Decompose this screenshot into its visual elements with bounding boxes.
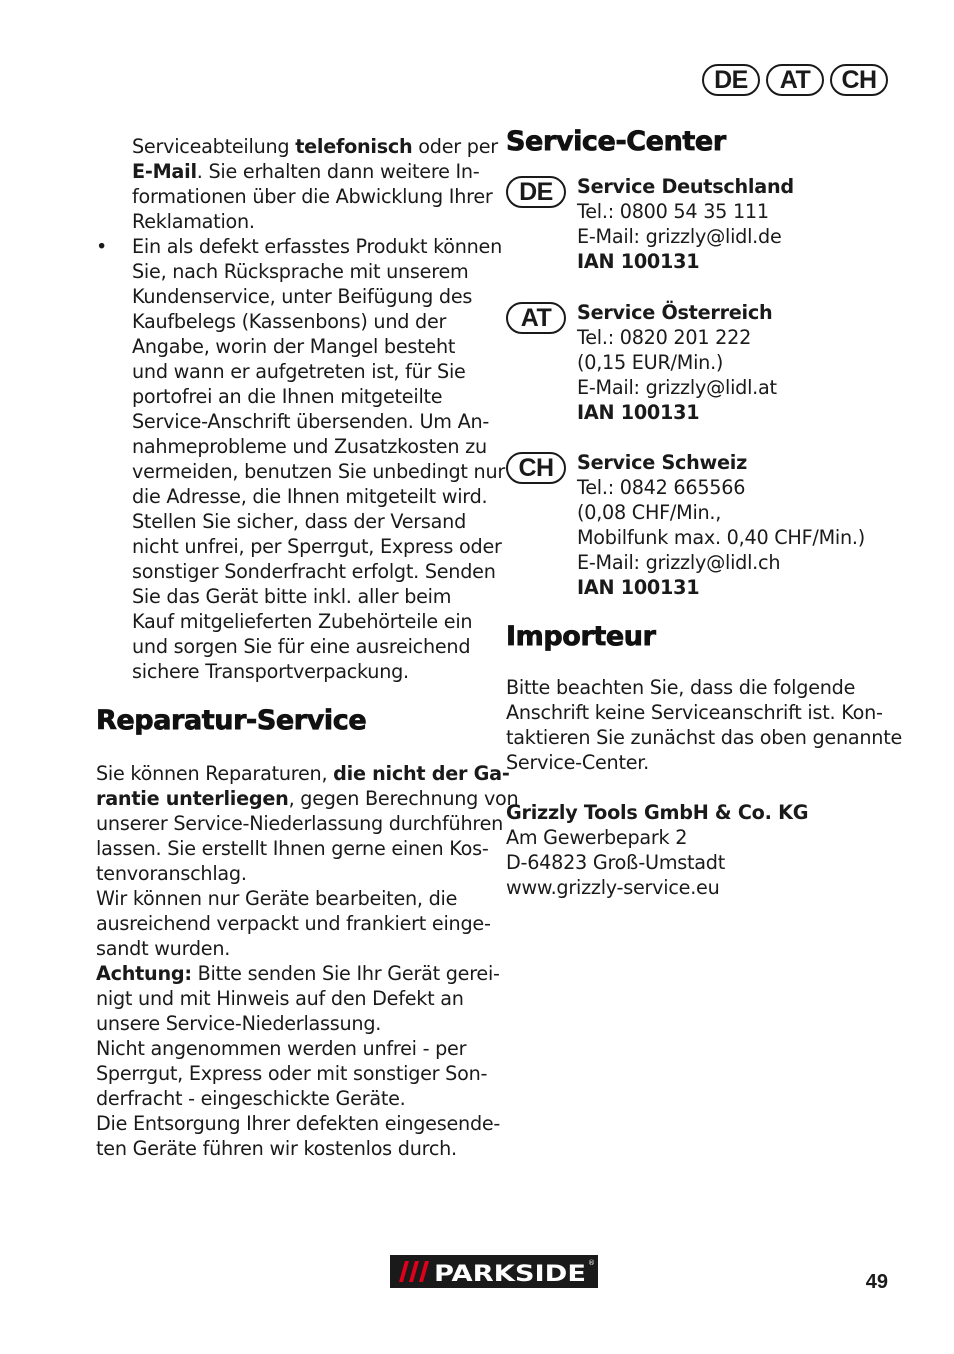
text-line: vermeiden, benutzen Sie unbedingt nur [132,460,506,483]
text-line: Ein als defekt erfasstes Produkt können [132,235,503,258]
parkside-logo [390,1255,598,1288]
text-line: Serviceabteilung telefonisch oder per [132,135,498,158]
text-line: rantie unterliegen, gegen Berechnung von [96,787,519,810]
service-block-de [506,174,916,274]
text-line: Wir können nur Geräte bearbeiten, die [96,887,458,910]
text-line: E-Mail: grizzly@lidl.at [577,376,777,399]
text-line: Sie, nach Rücksprache mit unserem [132,260,469,283]
text-line: Reklamation. [132,210,255,233]
page-number: 49 [865,1271,888,1293]
right-column [506,126,916,900]
service-name: Service Schweiz [577,451,748,474]
text-line: E-Mail: grizzly@lidl.de [577,225,782,248]
address-line: D-64823 Groß-Umstadt [506,851,725,874]
website-link[interactable]: www.grizzly-service.eu [506,876,720,899]
text-line: lassen. Sie erstellt Ihnen gerne einen Kos- [96,837,489,860]
text-line: unserer Service-Niederlassung durchführen [96,812,504,835]
text-line: ten Geräte führen wir kostenlos durch. [96,1137,457,1160]
address-line: Am Gewerbepark 2 [506,826,688,849]
continuation-paragraph [96,134,496,234]
importeur-paragraph [506,675,916,775]
text-line: portofrei an die Ihnen mitgeteilte [132,385,443,408]
section-title-service-center: Service-Center [506,126,726,157]
bullet-mark: • [96,235,108,258]
text-line: Kundenservice, unter Beifügung des [132,285,473,308]
text-line: Kauf mitgelieferten Zubehörteile ein [132,610,473,633]
country-badge-at: AT [766,64,824,96]
text-line: sichere Transportverpackung. [132,660,409,683]
text-line: E-Mail. Sie erhalten dann weitere In- [132,160,480,183]
service-block-at [506,300,916,425]
section-title-importeur: Importeur [506,621,656,652]
service-block-ch [506,450,916,600]
country-badges [702,64,888,96]
text-line: (0,08 CHF/Min., [577,501,722,524]
country-badge-at: AT [506,302,566,334]
text-line: sonstiger Sonderfracht erfolgt. Senden [132,560,496,583]
text-line: Bitte beachten Sie, dass die folgende [506,676,856,699]
text-line: Mobilfunk max. 0,40 CHF/Min.) [577,526,865,549]
text-line: Anschrift keine Serviceanschrift ist. Kon- [506,701,883,724]
brand-text: PARKSIDE [434,1262,586,1287]
text-line: sandt wurden. [96,937,231,960]
text-line: Kaufbelegs (Kassenbons) und der [132,310,447,333]
text-line: Stellen Sie sicher, dass der Versand [132,510,467,533]
text-line: die Adresse, die Ihnen mitgeteilt wird. [132,485,488,508]
text-line: Sie das Gerät bitte inkl. aller beim [132,585,452,608]
text-line: nigt und mit Hinweis auf den Defekt an [96,987,464,1010]
text-line: formationen über die Abwicklung Ihrer [132,185,493,208]
importeur-address [506,800,916,900]
ian-number: IAN 100131 [577,401,700,424]
registered-mark: ® [588,1259,595,1267]
country-badge-ch: CH [506,452,566,484]
text-line: nahmeprobleme und Zusatzkosten zu [132,435,487,458]
left-column [96,134,519,1161]
text-line: ausreichend verpackt und frankiert einge- [96,912,491,935]
text-line: derfracht - eingeschickte Geräte. [96,1087,406,1110]
text-line: Sperrgut, Express oder mit sonstiger Son- [96,1062,488,1085]
text-line: nicht unfrei, per Sperrgut, Express oder [132,535,502,558]
text-line: Die Entsorgung Ihrer defekten eingesende- [96,1112,501,1135]
bullet-item [96,234,506,684]
text-line: E-Mail: grizzly@lidl.ch [577,551,781,574]
text-line: Nicht angenommen werden unfrei - per [96,1037,467,1060]
text-line: und sorgen Sie für eine ausreichend [132,635,471,658]
text-line: Sie können Reparaturen, die nicht der Ga- [96,762,510,785]
text-line: und wann er aufgetreten ist, für Sie [132,360,466,383]
ian-number: IAN 100131 [577,250,700,273]
country-badge-de: DE [702,64,760,96]
text-line: Achtung: Bitte senden Sie Ihr Gerät gerei- [96,962,500,985]
text-line: Angabe, worin der Mangel besteht [132,335,456,358]
text-line: unsere Service-Niederlassung. [96,1012,382,1035]
text-line: (0,15 EUR/Min.) [577,351,724,374]
company-name: Grizzly Tools GmbH & Co. KG [506,801,809,824]
service-name: Service Österreich [577,301,773,324]
text-line: Service-Center. [506,751,650,774]
country-badge-de: DE [506,176,566,208]
text-line: Tel.: 0800 54 35 111 [577,200,769,223]
repair-paragraph [96,761,519,1161]
text-line: tenvoranschlag. [96,862,247,885]
ian-number: IAN 100131 [577,576,700,599]
text-line: taktieren Sie zunächst das oben genannte [506,726,903,749]
text-line: Service-Anschrift übersenden. Um An- [132,410,490,433]
text-line: Tel.: 0820 201 222 [577,326,752,349]
country-badge-ch: CH [830,64,888,96]
text-line: Tel.: 0842 665566 [577,476,746,499]
section-title-reparatur: Reparatur-Service [96,705,367,736]
service-name: Service Deutschland [577,175,794,198]
